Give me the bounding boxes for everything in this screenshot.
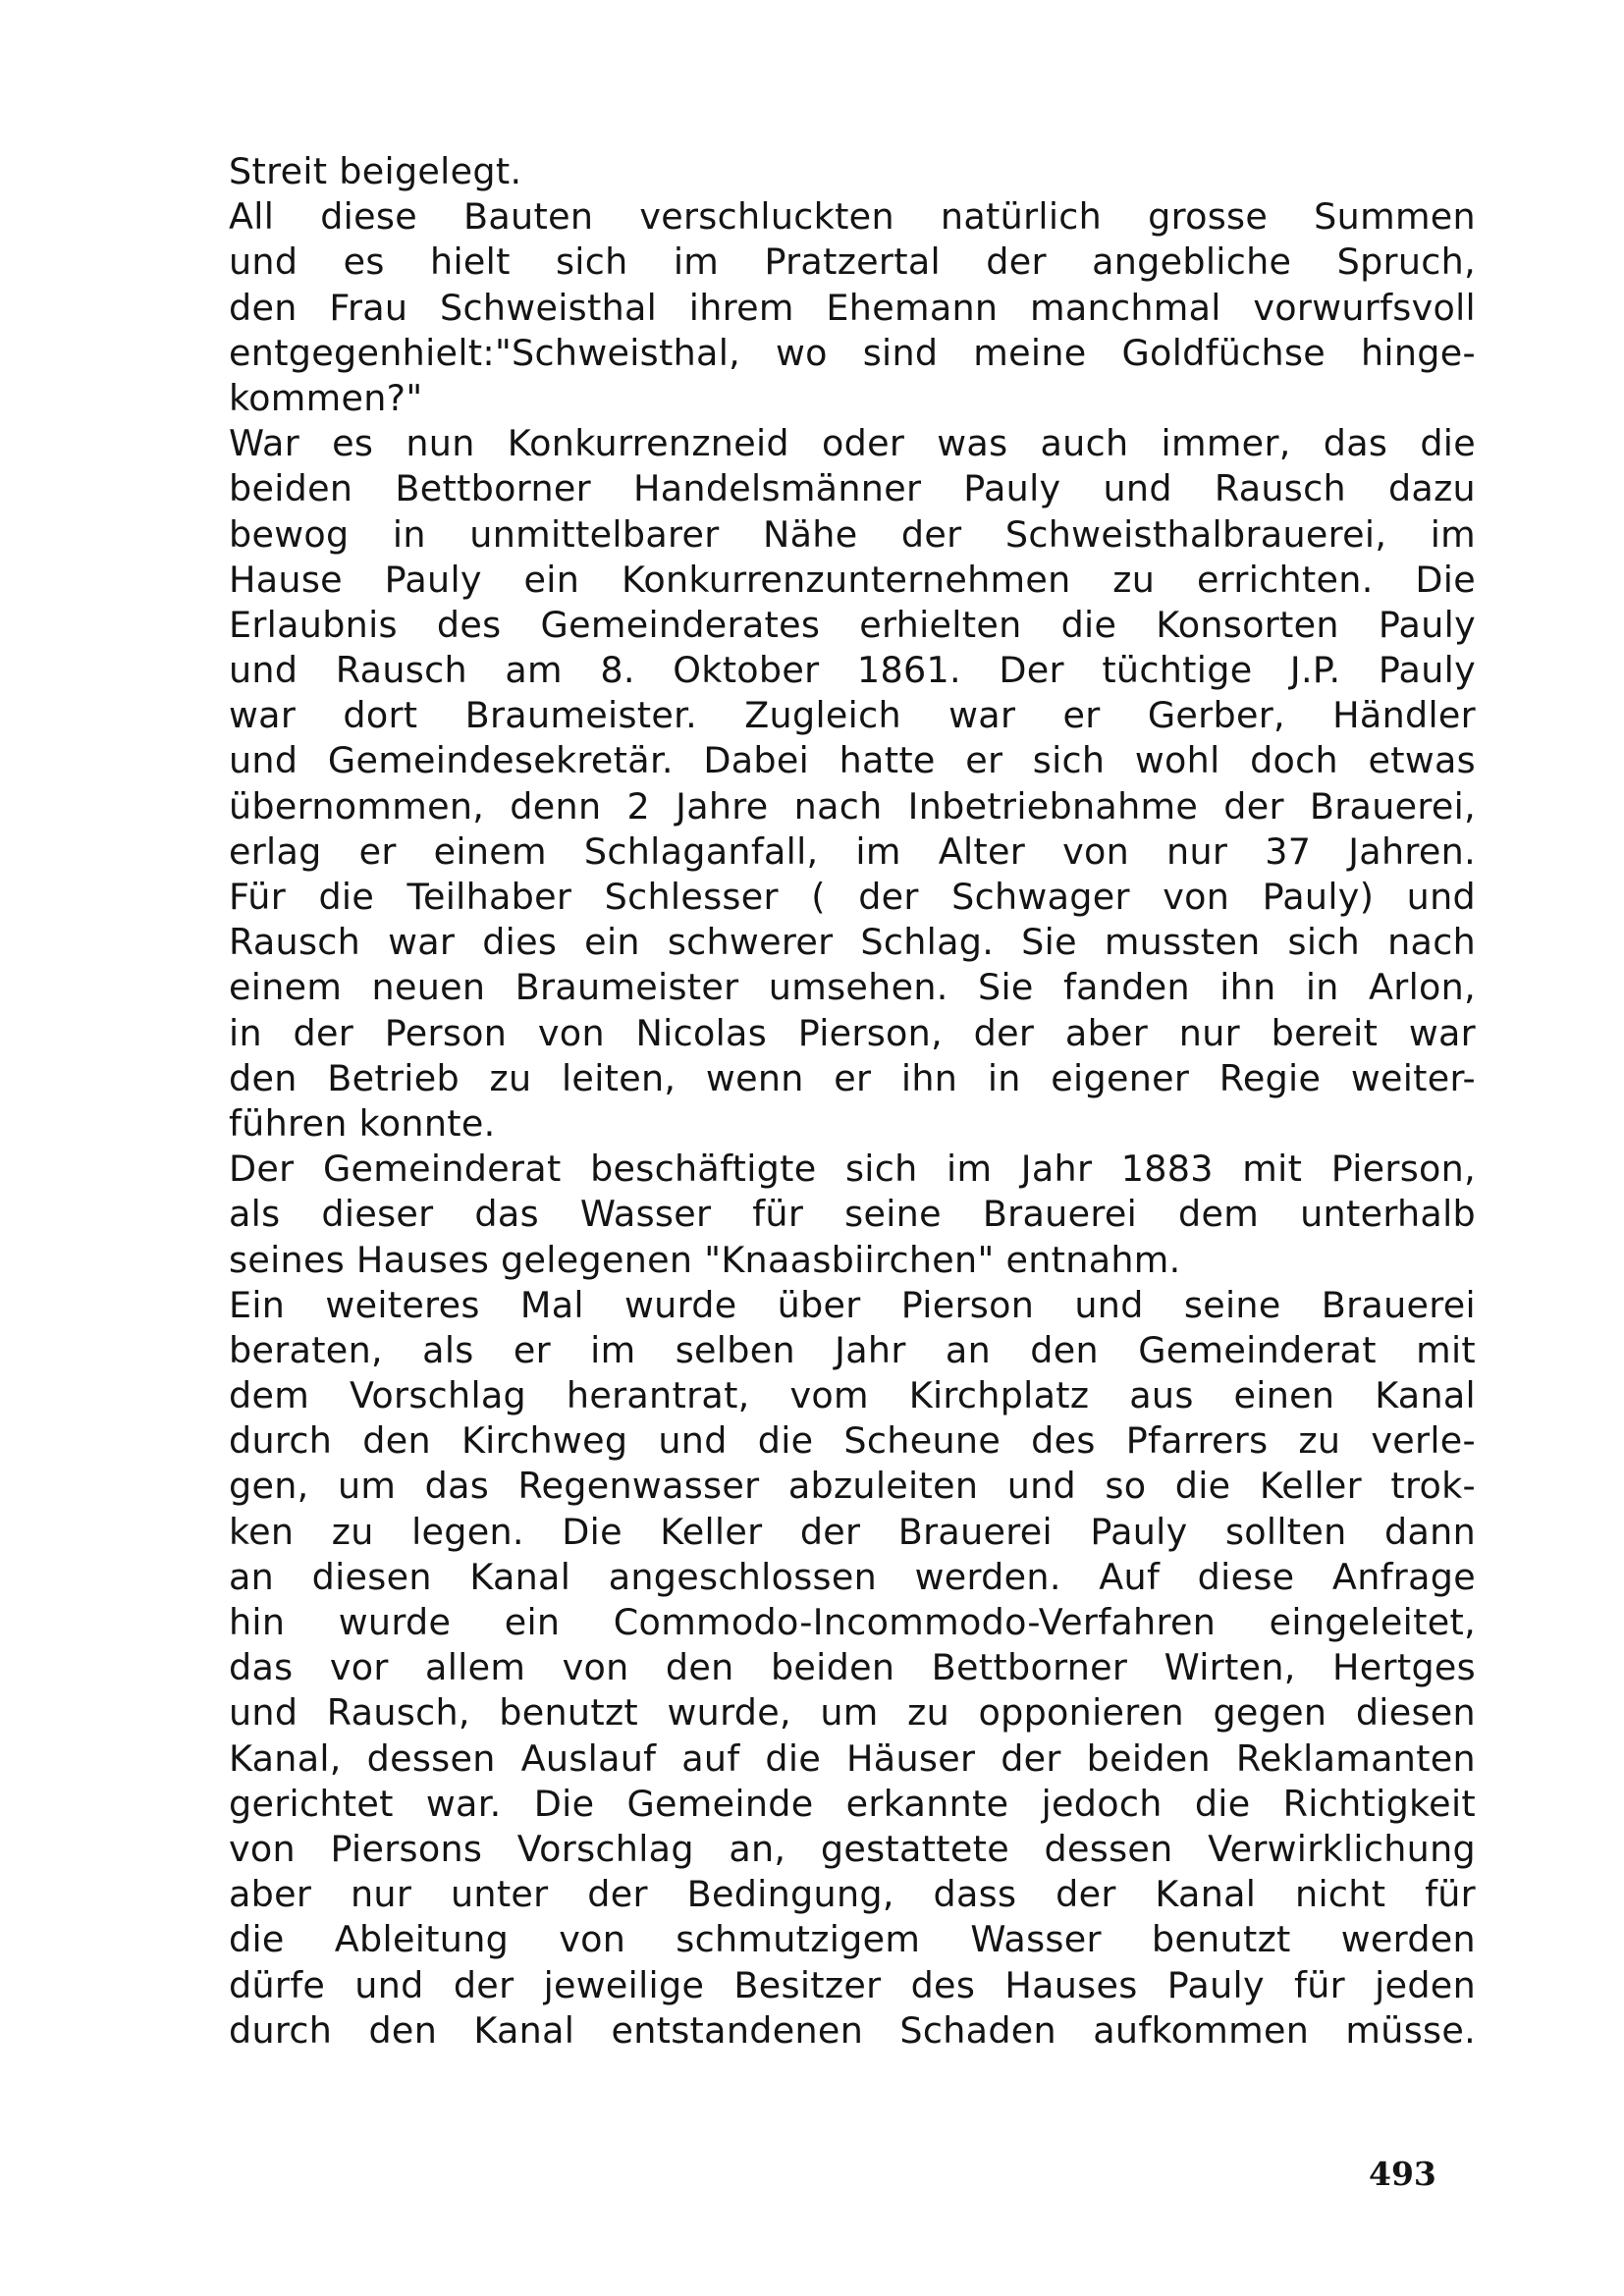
- text-line: All diese Bauten verschluckten natürlich grosse Summen: [229, 195, 1476, 239]
- text-line: in der Person von Nicolas Pierson, der aber nur bereit war: [229, 1011, 1476, 1054]
- text-line: Ein weiteres Mal wurde über Pierson und seine Brauerei: [229, 1283, 1476, 1326]
- text-line: entgegenhielt:"Schweisthal, wo sind meine Goldfüchse hinge-: [229, 331, 1476, 374]
- text-line: war dort Braumeister. Zugleich war er Gerber, Händler: [229, 694, 1476, 737]
- text-line: durch den Kanal entstandenen Schaden aufkommen müsse.: [229, 2008, 1476, 2052]
- text-line: Rausch war dies ein schwerer Schlag. Sie mussten sich nach: [229, 921, 1476, 964]
- text-line: beiden Bettborner Handelsmänner Pauly und Rausch dazu: [229, 467, 1476, 510]
- text-line: hin wurde ein Commodo-Incommodo-Verfahren eingeleitet,: [229, 1601, 1476, 1643]
- body-text: [229, 149, 1476, 2054]
- text-line: den Betrieb zu leiten, wenn er ihn in eigener Regie weiter-: [229, 1056, 1476, 1099]
- text-line: beraten, als er im selben Jahr an den Gemeinderat mit: [229, 1328, 1476, 1371]
- text-line: ken zu legen. Die Keller der Brauerei Pauly sollten dann: [229, 1510, 1476, 1553]
- text-line: erlag er einem Schlaganfall, im Alter von nur 37 Jahren.: [229, 829, 1476, 873]
- text-line: gerichtet war. Die Gemeinde erkannte jedoch die Richtigkeit: [229, 1782, 1476, 1825]
- text-line: und Rausch, benutzt wurde, um zu opponieren gegen diesen: [229, 1691, 1476, 1735]
- text-line: dürfe und der jeweilige Besitzer des Hauses Pauly für jeden: [229, 1963, 1476, 2006]
- text-line: dem Vorschlag herantrat, vom Kirchplatz aus einen Kanal: [229, 1374, 1476, 1417]
- text-line: durch den Kirchweg und die Scheune des Pfarrers zu verle-: [229, 1419, 1476, 1463]
- text-line: aber nur unter der Bedingung, dass der Kanal nicht für: [229, 1873, 1476, 1916]
- text-line: den Frau Schweisthal ihrem Ehemann manchmal vorwurfsvoll: [229, 286, 1476, 329]
- text-line: Streit beigelegt.: [229, 150, 522, 192]
- text-line: einem neuen Braumeister umsehen. Sie fanden ihn in Arlon,: [229, 966, 1476, 1009]
- text-line: als dieser das Wasser für seine Brauerei dem unterhalb: [229, 1193, 1476, 1236]
- text-line: kommen?": [229, 376, 423, 419]
- text-line: und es hielt sich im Pratzertal der angebliche Spruch,: [229, 240, 1476, 284]
- text-line: und Gemeindesekretär. Dabei hatte er sich wohl doch etwas: [229, 739, 1476, 782]
- text-line: und Rausch am 8. Oktober 1861. Der tüchtige J.P. Pauly: [229, 649, 1476, 692]
- text-line: führen konnte.: [229, 1101, 496, 1145]
- text-line: gen, um das Regenwasser abzuleiten und so die Keller trok-: [229, 1465, 1476, 1508]
- text-line: War es nun Konkurrenzneid oder was auch immer, das die: [229, 422, 1476, 465]
- text-line: Erlaubnis des Gemeinderates erhielten die Konsorten Pauly: [229, 603, 1476, 646]
- page-number: 493: [1369, 2155, 1436, 2193]
- text-line: übernommen, denn 2 Jahre nach Inbetriebnahme der Brauerei,: [229, 784, 1476, 828]
- text-line: Hause Pauly ein Konkurrenzunternehmen zu errichten. Die: [229, 558, 1476, 601]
- text-line: von Piersons Vorschlag an, gestattete dessen Verwirklichung: [229, 1827, 1476, 1870]
- text-line: Für die Teilhaber Schlesser ( der Schwager von Pauly) und: [229, 876, 1476, 918]
- text-line: bewog in unmittelbarer Nähe der Schweisthalbrauerei, im: [229, 512, 1476, 556]
- text-line: seines Hauses gelegenen "Knaasbiirchen" entnahm.: [229, 1238, 1181, 1281]
- text-line: die Ableitung von schmutzigem Wasser benutzt werden: [229, 1918, 1476, 1961]
- text-line: das vor allem von den beiden Bettborner Wirten, Hertges: [229, 1646, 1476, 1689]
- text-line: an diesen Kanal angeschlossen werden. Auf diese Anfrage: [229, 1555, 1476, 1598]
- text-line: Kanal, dessen Auslauf auf die Häuser der beiden Reklamanten: [229, 1736, 1476, 1780]
- text-line: Der Gemeinderat beschäftigte sich im Jahr 1883 mit Pierson,: [229, 1148, 1476, 1191]
